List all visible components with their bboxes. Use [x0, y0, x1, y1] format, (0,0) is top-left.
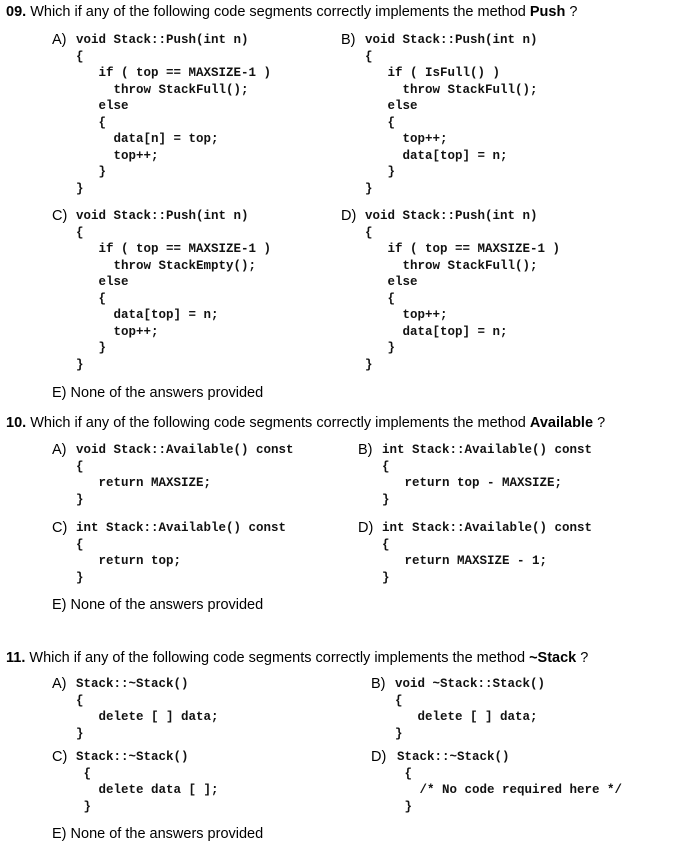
q09-option-b-label[interactable]: B)	[341, 32, 356, 48]
q10-option-d-code: int Stack::Available() const { return MAXSIZE - 1; }	[382, 521, 593, 585]
question-09-prompt	[6, 4, 577, 21]
q09-option-d-code: void Stack::Push(int n) { if ( top == MAXSIZE-1 ) throw StackFull(); else { top++; data[top] = n; } }	[365, 209, 561, 372]
q11-option-c-label[interactable]: C)	[52, 749, 68, 765]
method-name: Push	[529, 4, 566, 20]
q11-option-c-code: Stack::~Stack() { delete data [ ]; }	[76, 750, 219, 814]
question-text: Which if any of the following code segments correctly implements the method	[30, 415, 526, 431]
q10-option-e[interactable]	[52, 597, 263, 613]
q10-option-a-code: void Stack::Available() const { return MAXSIZE; }	[76, 443, 294, 507]
q09-option-e[interactable]	[52, 385, 263, 401]
q10-option-e-text: None of the answers provided	[70, 597, 264, 613]
q09-option-b-code: void Stack::Push(int n) { if ( IsFull() ) throw StackFull(); else { top++; data[top] = n; } }	[365, 33, 538, 196]
q11-option-b-code: void ~Stack::Stack() { delete [ ] data; }	[395, 677, 546, 741]
q11-option-b-label[interactable]: B)	[371, 676, 386, 692]
q10-option-b-label[interactable]: B)	[358, 442, 373, 458]
method-name: ~Stack	[529, 650, 577, 666]
q09-option-e-label: E)	[52, 385, 67, 401]
question-text: Which if any of the following code segments correctly implements the method	[30, 4, 526, 20]
q10-option-c-label[interactable]: C)	[52, 520, 68, 536]
q09-option-c-code: void Stack::Push(int n) { if ( top == MAXSIZE-1 ) throw StackEmpty(); else { data[top] = n; top++; } }	[76, 209, 272, 372]
q11-option-d-label[interactable]: D)	[371, 749, 387, 765]
question-number: 11.	[6, 650, 26, 666]
q10-option-d-label[interactable]: D)	[358, 520, 374, 536]
question-11-prompt	[6, 650, 588, 667]
q10-option-b-code: int Stack::Available() const { return top - MAXSIZE; }	[382, 443, 593, 507]
question-number: 10.	[6, 415, 27, 431]
q09-option-a-label[interactable]: A)	[52, 32, 67, 48]
q11-option-e-text: None of the answers provided	[70, 826, 264, 842]
method-name: Available	[529, 415, 594, 431]
question-number: 09.	[6, 4, 27, 20]
question-text: Which if any of the following code segments correctly implements the method	[29, 650, 526, 666]
question-suffix: ?	[569, 4, 578, 20]
q11-option-d-code: Stack::~Stack() { /* No code required here */ }	[397, 750, 623, 814]
q10-option-c-code: int Stack::Available() const { return top; }	[76, 521, 287, 585]
q09-option-c-label[interactable]: C)	[52, 208, 68, 224]
q10-option-a-label[interactable]: A)	[52, 442, 67, 458]
question-suffix: ?	[597, 415, 606, 431]
q11-option-a-code: Stack::~Stack() { delete [ ] data; }	[76, 677, 219, 741]
q09-option-a-code: void Stack::Push(int n) { if ( top == MAXSIZE-1 ) throw StackFull(); else { data[n] = top; top++; } }	[76, 33, 272, 196]
q09-option-d-label[interactable]: D)	[341, 208, 357, 224]
question-suffix: ?	[580, 650, 589, 666]
q11-option-e[interactable]	[52, 826, 263, 842]
q11-option-a-label[interactable]: A)	[52, 676, 67, 692]
q11-option-e-label: E)	[52, 826, 67, 842]
q09-option-e-text: None of the answers provided	[70, 385, 264, 401]
q10-option-e-label: E)	[52, 597, 67, 613]
question-10-prompt	[6, 415, 605, 432]
